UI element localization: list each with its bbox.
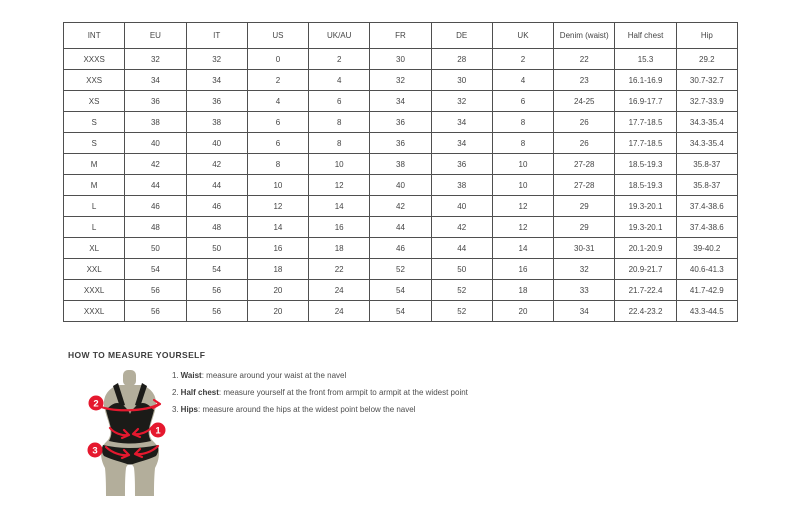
header-cell: UK/AU (309, 23, 370, 49)
table-cell: 6 (247, 112, 308, 133)
size-table-head (64, 23, 738, 49)
table-cell: 20.9-21.7 (615, 259, 676, 280)
table-cell: 42 (431, 217, 492, 238)
table-cell: 40 (186, 133, 247, 154)
table-cell: 30 (431, 70, 492, 91)
table-cell: 32 (125, 49, 186, 70)
table-cell: 30 (370, 49, 431, 70)
table-cell: 10 (492, 154, 553, 175)
table-cell: 34 (554, 301, 615, 322)
table-cell: 40 (125, 133, 186, 154)
table-cell: M (64, 175, 125, 196)
table-cell: 29 (554, 217, 615, 238)
table-cell: 50 (125, 238, 186, 259)
header-cell: Denim (waist) (554, 23, 615, 49)
table-cell: 14 (309, 196, 370, 217)
table-cell: 44 (125, 175, 186, 196)
table-cell: 32 (186, 49, 247, 70)
table-cell: 27-28 (554, 154, 615, 175)
table-cell: 26 (554, 133, 615, 154)
table-cell: 37.4-38.6 (676, 196, 737, 217)
table-cell: XXXL (64, 301, 125, 322)
table-cell: 8 (492, 133, 553, 154)
table-cell: 36 (186, 91, 247, 112)
table-cell: 56 (186, 301, 247, 322)
table-cell: 46 (186, 196, 247, 217)
table-cell: 20 (492, 301, 553, 322)
table-cell: 44 (431, 238, 492, 259)
step-number: 1. (172, 371, 179, 380)
table-cell: 18.5-19.3 (615, 175, 676, 196)
table-cell: 2 (309, 49, 370, 70)
measure-step-waist (172, 367, 468, 384)
table-cell: XXXS (64, 49, 125, 70)
mannequin-neck (123, 370, 136, 386)
table-cell: 20 (247, 301, 308, 322)
table-cell: 6 (247, 133, 308, 154)
table-cell: 6 (492, 91, 553, 112)
table-cell: 20 (247, 280, 308, 301)
table-row (64, 217, 738, 238)
table-cell: 18 (492, 280, 553, 301)
table-cell: M (64, 154, 125, 175)
table-cell: L (64, 217, 125, 238)
table-cell: 32 (431, 91, 492, 112)
table-cell: 2 (247, 70, 308, 91)
table-cell: 12 (247, 196, 308, 217)
table-cell: 34 (186, 70, 247, 91)
table-cell: 16 (309, 217, 370, 238)
table-cell: 15.3 (615, 49, 676, 70)
table-cell: 38 (125, 112, 186, 133)
table-cell: 18.5-19.3 (615, 154, 676, 175)
table-cell: 8 (247, 154, 308, 175)
table-cell: 0 (247, 49, 308, 70)
table-row (64, 175, 738, 196)
measure-step-half-chest (172, 384, 468, 401)
table-row (64, 133, 738, 154)
measure-step-hips (172, 401, 468, 418)
table-row (64, 49, 738, 70)
table-cell: 38 (431, 175, 492, 196)
table-cell: 50 (431, 259, 492, 280)
table-cell: 18 (309, 238, 370, 259)
table-cell: 2 (492, 49, 553, 70)
table-row (64, 238, 738, 259)
table-cell: 54 (186, 259, 247, 280)
table-cell: 46 (125, 196, 186, 217)
table-cell: 41.7-42.9 (676, 280, 737, 301)
table-cell: 8 (492, 112, 553, 133)
table-cell: 17.7-18.5 (615, 112, 676, 133)
table-cell: 52 (431, 280, 492, 301)
table-cell: 16 (247, 238, 308, 259)
table-cell: 19.3-20.1 (615, 196, 676, 217)
table-cell: 54 (370, 301, 431, 322)
table-cell: 36 (125, 91, 186, 112)
table-cell: 56 (125, 280, 186, 301)
table-cell: 28 (431, 49, 492, 70)
table-cell: 14 (492, 238, 553, 259)
table-cell: S (64, 133, 125, 154)
step-label: Waist (180, 371, 202, 380)
table-cell: 19.3-20.1 (615, 217, 676, 238)
table-cell: 32.7-33.9 (676, 91, 737, 112)
table-cell: 33 (554, 280, 615, 301)
table-cell: 36 (370, 112, 431, 133)
table-cell: 54 (125, 259, 186, 280)
table-cell: 22 (554, 49, 615, 70)
table-cell: 24-25 (554, 91, 615, 112)
table-cell: 26 (554, 112, 615, 133)
table-cell: 29 (554, 196, 615, 217)
table-cell: L (64, 196, 125, 217)
table-cell: 42 (186, 154, 247, 175)
table-cell: 24 (309, 301, 370, 322)
step-text: : measure around the hips at the widest point below the navel (198, 405, 416, 414)
table-cell: 43.3-44.5 (676, 301, 737, 322)
table-cell: 29.2 (676, 49, 737, 70)
table-cell: 30.7-32.7 (676, 70, 737, 91)
table-row (64, 196, 738, 217)
header-cell: UK (492, 23, 553, 49)
callout-number-chest: 2 (93, 398, 99, 410)
table-cell: 44 (370, 217, 431, 238)
table-cell: 38 (186, 112, 247, 133)
table-row (64, 301, 738, 322)
header-cell: Hip (676, 23, 737, 49)
table-cell: 34 (125, 70, 186, 91)
measure-steps-list (172, 367, 468, 418)
table-row (64, 280, 738, 301)
header-cell: FR (370, 23, 431, 49)
table-cell: 4 (492, 70, 553, 91)
table-cell: XXXL (64, 280, 125, 301)
table-cell: 4 (247, 91, 308, 112)
table-cell: 39-40.2 (676, 238, 737, 259)
size-table-body (64, 49, 738, 322)
header-cell: EU (125, 23, 186, 49)
table-cell: 17.7-18.5 (615, 133, 676, 154)
step-label: Hips (180, 405, 199, 414)
table-cell: 27-28 (554, 175, 615, 196)
table-cell: 56 (125, 301, 186, 322)
table-cell: 34.3-35.4 (676, 133, 737, 154)
table-cell: 16.9-17.7 (615, 91, 676, 112)
table-cell: 22.4-23.2 (615, 301, 676, 322)
table-cell: 35.8-37 (676, 175, 737, 196)
table-cell: 36 (370, 133, 431, 154)
table-cell: 35.8-37 (676, 154, 737, 175)
header-cell: US (247, 23, 308, 49)
table-cell: 10 (309, 154, 370, 175)
table-row (64, 259, 738, 280)
table-cell: 42 (125, 154, 186, 175)
measure-section-title: HOW TO MEASURE YOURSELF (68, 350, 206, 360)
header-cell: IT (186, 23, 247, 49)
step-label: Half chest (180, 388, 219, 397)
table-cell: 38 (370, 154, 431, 175)
table-cell: 34 (370, 91, 431, 112)
step-number: 3. (172, 405, 179, 414)
table-cell: 16.1-16.9 (615, 70, 676, 91)
table-cell: 6 (309, 91, 370, 112)
table-row (64, 112, 738, 133)
table-cell: 52 (431, 301, 492, 322)
table-cell: 32 (370, 70, 431, 91)
header-cell: INT (64, 23, 125, 49)
table-cell: 42 (370, 196, 431, 217)
callout-number-waist: 1 (155, 425, 161, 437)
table-row (64, 91, 738, 112)
table-cell: 34 (431, 133, 492, 154)
table-cell: 50 (186, 238, 247, 259)
table-cell: 12 (492, 196, 553, 217)
step-text: : measure around your waist at the navel (201, 371, 347, 380)
table-cell: XS (64, 91, 125, 112)
table-row (64, 154, 738, 175)
size-chart-table (63, 22, 738, 322)
table-cell: 20.1-20.9 (615, 238, 676, 259)
table-cell: 12 (492, 217, 553, 238)
step-number: 2. (172, 388, 179, 397)
table-cell: 34 (431, 112, 492, 133)
table-cell: 22 (309, 259, 370, 280)
table-cell: 32 (554, 259, 615, 280)
table-cell: 37.4-38.6 (676, 217, 737, 238)
table-row (64, 70, 738, 91)
table-cell: 36 (431, 154, 492, 175)
step-text: : measure yourself at the front from armpit to armpit at the widest point (218, 388, 468, 397)
table-cell: XL (64, 238, 125, 259)
table-cell: S (64, 112, 125, 133)
table-cell: 24 (309, 280, 370, 301)
table-cell: 48 (186, 217, 247, 238)
size-table-header-row (64, 23, 738, 49)
table-cell: 34.3-35.4 (676, 112, 737, 133)
table-cell: 44 (186, 175, 247, 196)
header-cell: DE (431, 23, 492, 49)
table-cell: 23 (554, 70, 615, 91)
table-cell: 4 (309, 70, 370, 91)
table-cell: 56 (186, 280, 247, 301)
table-cell: 12 (309, 175, 370, 196)
table-cell: XXS (64, 70, 125, 91)
table-cell: 16 (492, 259, 553, 280)
table-cell: 21.7-22.4 (615, 280, 676, 301)
table-cell: 40 (370, 175, 431, 196)
table-cell: 14 (247, 217, 308, 238)
table-cell: 10 (247, 175, 308, 196)
table-cell: 10 (492, 175, 553, 196)
table-cell: 18 (247, 259, 308, 280)
table-cell: 46 (370, 238, 431, 259)
table-cell: 8 (309, 133, 370, 154)
table-cell: 30-31 (554, 238, 615, 259)
table-cell: 8 (309, 112, 370, 133)
table-cell: 54 (370, 280, 431, 301)
callout-number-hip: 3 (92, 445, 98, 457)
header-cell: Half chest (615, 23, 676, 49)
table-cell: 48 (125, 217, 186, 238)
table-cell: XXL (64, 259, 125, 280)
table-cell: 40.6-41.3 (676, 259, 737, 280)
table-cell: 40 (431, 196, 492, 217)
table-cell: 52 (370, 259, 431, 280)
